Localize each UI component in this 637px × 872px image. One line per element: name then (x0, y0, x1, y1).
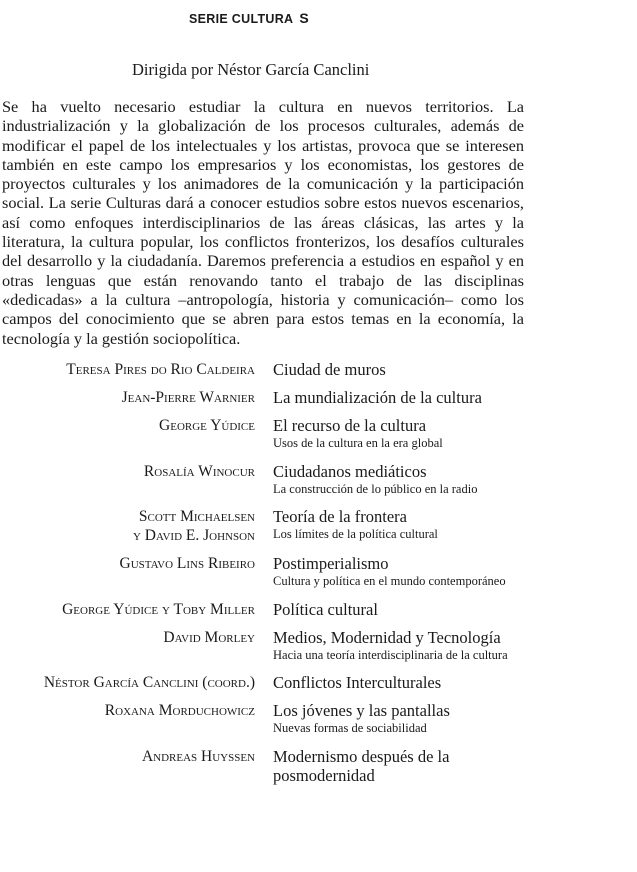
series-name: SERIE CULTURA (189, 12, 294, 26)
book-authors (0, 701, 255, 738)
book-title: Medios, Modernidad y Tecnología (273, 627, 501, 647)
author-name: Rosalía Winocur (143, 462, 255, 480)
book-entry (0, 600, 637, 619)
author-name: David Morley (163, 628, 255, 646)
book-title: Modernismo después de la posmodernidad (273, 746, 450, 785)
author-name: Andreas Huyssen (141, 747, 255, 765)
author-name: Scott Michaelsen (138, 508, 255, 525)
book-entry (0, 701, 637, 738)
book-titles (273, 360, 523, 379)
book-authors (0, 628, 255, 665)
book-title: Ciudad de muros (273, 360, 386, 379)
book-entry (0, 360, 637, 379)
author-name: Roxana Morduchowicz (104, 702, 255, 719)
author-name: Néstor García Canclini (coord.) (43, 674, 255, 691)
book-titles (273, 701, 523, 738)
series-description: Se ha vuelto necesario estudiar la cultura en nuevos territorios. La industrialización y la globalización de los procesos culturales, además de modificar el papel de los intelectuales y los artistas, provoca que se interesen también en este campo los empresarios y los economistas, los gestores de proyectos culturales y los animadores de la comunicación y la participación social. La serie Culturas dará a conocer estudios sobre estos nuevos escenarios, así como enfoques interdisciplinarios de las áreas clásicas, las artes y la literatura, la cultura popular, los conflictos fronterizos, los desafíos culturales del desarrollo y la ciudadanía. Daremos preferencia a estudios en español y en otras lenguas que están renovando tanto el trabajo de las disciplinas «dedicadas» a la cultura –antropología, historia y comunicación– como los campos del conocimiento que se abren para estos temas en la economía, la tecnología y la gestión sociopolítica. (2, 97, 524, 348)
book-titles (273, 507, 523, 545)
book-titles (273, 600, 523, 619)
book-title: Política cultural (273, 599, 378, 619)
book-title: Conflictos Interculturales (273, 673, 442, 692)
book-entry (0, 416, 637, 453)
book-authors (0, 600, 255, 619)
book-entry (0, 388, 637, 407)
author-name: Teresa Pires do Rio Caldeira (66, 361, 255, 378)
book-entry (0, 507, 637, 545)
series-logo-icon: S (299, 10, 310, 26)
book-subtitle: Los límites de la política cultural (273, 527, 438, 541)
book-entry (0, 628, 637, 665)
book-title: Teoría de la frontera (273, 507, 407, 526)
author-name: Gustavo Lins Ribeiro (119, 555, 255, 572)
book-subtitle: Nuevas formas de sociabilidad (273, 721, 427, 735)
book-titles (273, 388, 523, 407)
book-subtitle: La construcción de lo público en la radio (273, 481, 478, 496)
book-entry (0, 554, 637, 591)
book-authors (0, 673, 255, 692)
book-title: La mundialización de la cultura (273, 388, 482, 407)
author-name: George Yúdice y Toby Miller (62, 600, 255, 618)
book-authors (0, 747, 255, 785)
book-authors (0, 462, 255, 499)
book-entry (0, 673, 637, 692)
book-entry (0, 462, 637, 499)
series-header (189, 10, 309, 26)
book-titles (273, 554, 523, 591)
book-title: El recurso de la cultura (273, 416, 427, 435)
book-authors (0, 416, 255, 453)
book-titles (273, 673, 523, 692)
book-titles (273, 747, 523, 785)
book-subtitle: Hacia una teoría interdisciplinaria de la cultura (273, 647, 508, 662)
book-subtitle: Cultura y política en el mundo contemporáneo (273, 574, 506, 588)
book-entry (0, 747, 637, 785)
book-titles (273, 462, 523, 499)
book-titles (273, 416, 523, 453)
book-authors (0, 554, 255, 591)
book-subtitle: Usos de la cultura en la era global (273, 436, 443, 450)
book-title: Ciudadanos mediáticos (273, 461, 427, 481)
book-authors (0, 388, 255, 407)
series-director: Dirigida por Néstor García Canclini (132, 60, 370, 79)
book-title: Los jóvenes y las pantallas (273, 701, 450, 720)
book-titles (273, 628, 523, 665)
author-name: y David E. Johnson (132, 527, 255, 544)
author-name: George Yúdice (159, 417, 255, 434)
book-authors (0, 507, 255, 545)
book-catalog (0, 360, 637, 794)
book-title: Postimperialismo (273, 554, 389, 573)
author-name: Jean-Pierre Warnier (121, 389, 255, 406)
book-authors (0, 360, 255, 379)
